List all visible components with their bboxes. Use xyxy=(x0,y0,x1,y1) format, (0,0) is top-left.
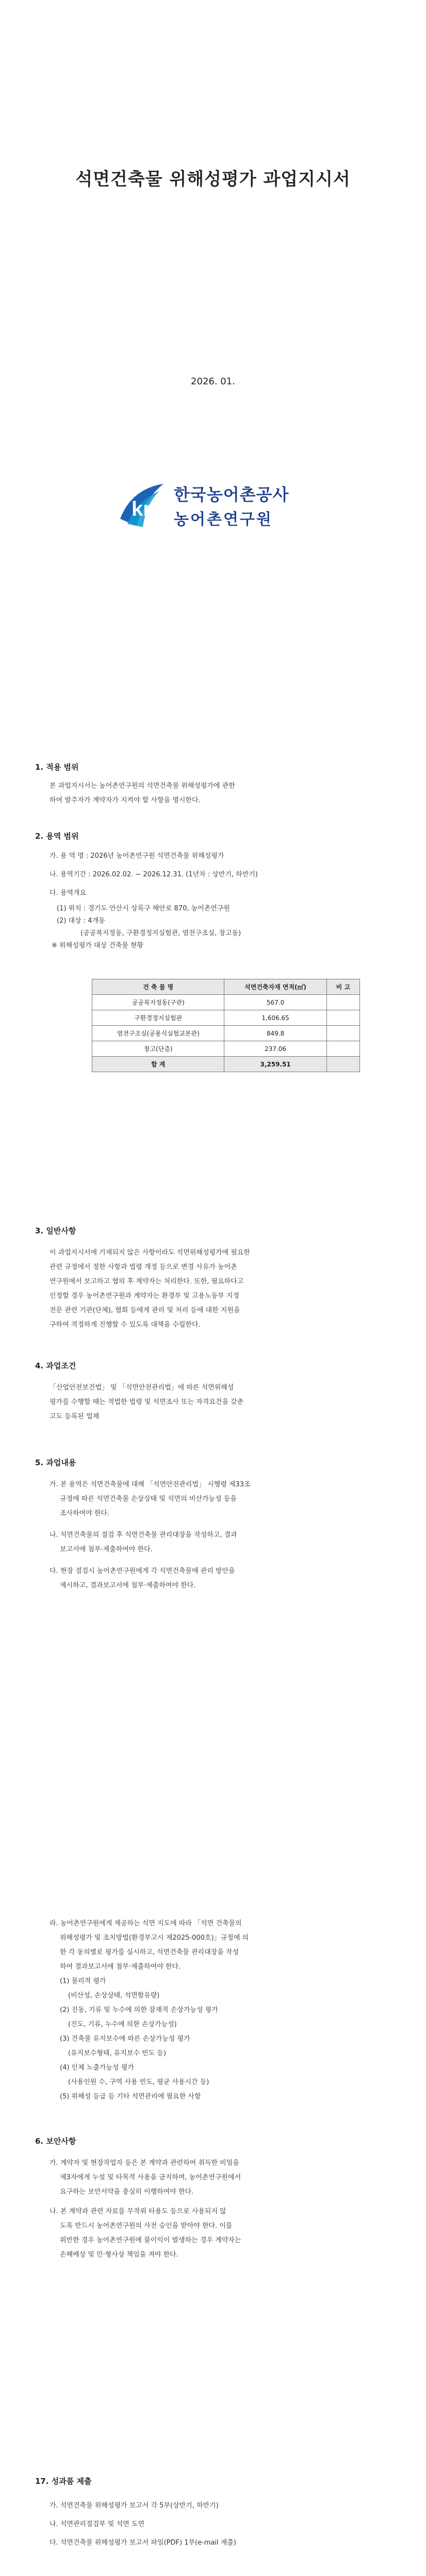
text-line: 「산업안전보건법」 및 「석면안전관리법」에 따른 석면위해성 xyxy=(50,1384,234,1392)
text-line: 한 각 동의별로 평가를 실시하고, 석면건축물 관리대장을 작성 xyxy=(60,1948,239,1956)
document-title: 석면건축물 위해성평가 과업지시서 xyxy=(75,169,351,190)
table-cell xyxy=(326,1057,359,1072)
text-line: 위반한 경우 농어촌연구원에 불이익이 발생하는 경우 계약자는 xyxy=(60,2236,241,2244)
text-line: (비산성, 손상상태, 석면함유량) xyxy=(68,1992,160,1999)
text-line: 다. 석면건축물 위해성평가 보고서 파일(PDF) 1부(e-mail 제출) xyxy=(50,2539,236,2547)
text-line: (1) 물리적 평가 xyxy=(60,1977,106,1985)
table-cell xyxy=(326,1041,359,1057)
table-row xyxy=(92,1041,360,1057)
table-cell: 3,259.51 xyxy=(224,1057,326,1072)
table-cell xyxy=(326,995,359,1010)
table-header: 건 축 물 명 xyxy=(92,979,224,995)
text-line: 가. 석면건축물 위해성평가 보고서 각 5부(상반기, 하반기) xyxy=(50,2502,219,2510)
text-line: 하여 결과보고서에 첨부·제출하여야 한다. xyxy=(60,1963,181,1971)
text-line: 위해성평가 및 조치방법(환경부고시 제2025-000호)」규정에 의 xyxy=(60,1934,249,1942)
text-line: 다. 현장 점검시 농어촌연구원에게 각 석면건축물에 관리 방안을 xyxy=(50,1567,235,1575)
text-line: (3) 건축물 유지보수에 따른 손상가능성 평가 xyxy=(60,2035,190,2043)
table-cell: 염전구조실(공용식실험교본관) xyxy=(92,1026,224,1041)
table-row xyxy=(92,1026,360,1041)
table-cell: 창고(단층) xyxy=(92,1041,224,1057)
table-row xyxy=(92,995,360,1010)
table-cell: 합 계 xyxy=(92,1057,224,1072)
text-line: (2) 진동, 기류 및 누수에 의한 잠재적 손상가능성 평가 xyxy=(60,2006,218,2014)
text-line: ※ 위해성평가 대상 건축물 현황 xyxy=(52,942,144,950)
org-name: 한국농어촌공사 xyxy=(174,485,289,504)
text-line: 구하여 적정하게 진행할 수 있도록 대책을 수립한다. xyxy=(50,1321,201,1329)
table-cell xyxy=(326,1010,359,1026)
section-heading-6: 6. 보안사항 xyxy=(35,2137,76,2146)
text-line: 가. 용 역 명 : 2026년 농어촌연구원 석면건축물 위해성평가 xyxy=(50,852,224,860)
text-line: (5) 위해성 등급 등 기타 석면관리에 필요한 사항 xyxy=(60,2093,201,2100)
text-line: 조사하여야 한다. xyxy=(60,1510,110,1517)
section-5-body-cont xyxy=(50,1917,249,2104)
section-4-body xyxy=(50,1381,243,1424)
text-line: (4) 인체 노출가능성 평가 xyxy=(60,2064,134,2072)
section-1-body xyxy=(50,779,235,808)
building-table xyxy=(92,979,360,1072)
section-17-body xyxy=(50,2499,236,2550)
text-line: 요구하는 보안서약을 충실히 이행하여야 한다. xyxy=(60,2188,194,2196)
text-line: 가. 계약자 및 현장작업자 등은 본 계약과 관련하여 취득한 비밀을 xyxy=(50,2159,239,2167)
section-2-body xyxy=(50,850,258,952)
text-line: 연구원에서 보고하고 협의 후 계약자는 처리한다. 또한, 필요하다고 xyxy=(50,1278,244,1285)
table-cell: 1,606.65 xyxy=(224,1010,326,1026)
table-cell: 공공복지정동(구관) xyxy=(92,995,224,1010)
text-line: 나. 본 계약과 관련 자료를 무작위 타용도 등으로 사용되지 않 xyxy=(50,2208,226,2215)
text-line: 나. 석면건축물의 점검 후 석면건축물 관리대장을 작성하고, 결과 xyxy=(50,1531,237,1539)
table-cell: 237.06 xyxy=(224,1041,326,1057)
text-line: 전문 관련 기관(단체), 협회 등에게 관리 및 처리 등에 대한 지원을 xyxy=(50,1307,240,1314)
text-line: 나. 석면관리점검부 및 석면 도면 xyxy=(50,2520,144,2528)
text-line: 손해배상 및 민·형사상 책임을 져야 한다. xyxy=(60,2251,178,2259)
text-line: (1) 위치 : 경기도 안산시 상록구 해안로 870, 농어촌연구원 xyxy=(57,905,230,912)
text-line: 관련 규정에서 정한 사항과 법령 개정 등으로 변경 사유가 농어촌 xyxy=(50,1263,237,1271)
svg-text:kr: kr xyxy=(132,498,151,520)
section-heading-17: 17. 성과품 제출 xyxy=(35,2477,92,2486)
table-total-row xyxy=(92,1057,360,1072)
table-header: 석면건축자재 면적(㎡) xyxy=(224,979,326,995)
text-line: 고도 등록된 업체 xyxy=(50,1413,100,1420)
table-cell: 567.0 xyxy=(224,995,326,1010)
section-5-body xyxy=(50,1478,251,1593)
section-heading-4: 4. 과업조건 xyxy=(35,1361,76,1370)
text-line: (유지보수형태, 유지보수 빈도 등) xyxy=(68,2049,166,2057)
text-line: 제시하고, 결과보고서에 첨부·제출하여야 한다. xyxy=(60,1582,196,1589)
text-line: 본 과업지시서는 농어촌연구원의 석면건축물 위해성평가에 관한 xyxy=(50,782,235,790)
text-line: 하여 발주자가 계약자가 지켜야 할 사항을 명시한다. xyxy=(50,796,201,804)
text-line: 가. 본 용역은 석면건축물에 대해 「석면안전관리법」 시행령 제33조 xyxy=(50,1481,251,1488)
text-line: (사용인원 수, 구역 사용 빈도, 평균 사용시간 등) xyxy=(68,2078,209,2086)
kr-logo-icon xyxy=(116,479,168,530)
section-heading-5: 5. 과업내용 xyxy=(35,1458,76,1467)
text-line: 인정할 경우 농어촌연구원과 계약자는 환경부 및 고용노동부 지정 xyxy=(50,1292,239,1300)
text-line: 도록 반드시 농어촌연구원의 사전 승인을 받아야 한다. 이를 xyxy=(60,2222,233,2230)
section-6-body xyxy=(50,2156,241,2262)
table-cell: 구환경정지실험관 xyxy=(92,1010,224,1026)
text-line: 보고서에 첨부·제출하여야 한다. xyxy=(60,1546,153,1553)
table-cell: 849.8 xyxy=(224,1026,326,1041)
text-line: (공공복지정동, 구환경정지실험관, 염전구조실, 창고동) xyxy=(80,929,241,937)
document-date: 2026. 01. xyxy=(191,376,235,387)
text-line: 규정에 따른 석면건축물 손상상태 및 석면의 비산가능성 등을 xyxy=(60,1495,237,1503)
text-line: 평가를 수행할 때는 적법한 법령 및 석면조사 또는 자격요건을 갖춘 xyxy=(50,1398,244,1406)
section-3-body xyxy=(50,1246,250,1332)
section-heading-1: 1. 적용 범위 xyxy=(35,762,79,772)
org-subname: 농어촌연구원 xyxy=(174,511,273,529)
text-line: 나. 용역기간 : 2026.02.02. ~ 2026.12.31. (1년차 : 상반기, 하반기) xyxy=(50,871,258,878)
text-line: 제3자에게 누설 및 타목적 사용을 금지하며, 농어촌연구원에서 xyxy=(60,2174,241,2181)
section-heading-3: 3. 일반사항 xyxy=(35,1226,76,1235)
section-heading-2: 2. 용역 범위 xyxy=(35,832,79,841)
text-line: (2) 대상 : 4개동 xyxy=(57,917,105,925)
text-line: 이 과업지시서에 기재되지 않은 사항이라도 석면위해성평가에 필요한 xyxy=(50,1249,250,1257)
text-line: 다. 용역개요 xyxy=(50,889,87,897)
table-cell xyxy=(326,1026,359,1041)
table-header: 비 고 xyxy=(326,979,359,995)
text-line: (진도, 기류, 누수에 의한 손상가능성) xyxy=(68,2021,177,2028)
organization-logo xyxy=(116,477,312,533)
table-row xyxy=(92,1010,360,1026)
table-header-row xyxy=(92,979,360,995)
text-line: 라. 농어촌연구원에게 제공하는 석면 지도에 따라 「석면 건축물의 xyxy=(50,1920,242,1927)
